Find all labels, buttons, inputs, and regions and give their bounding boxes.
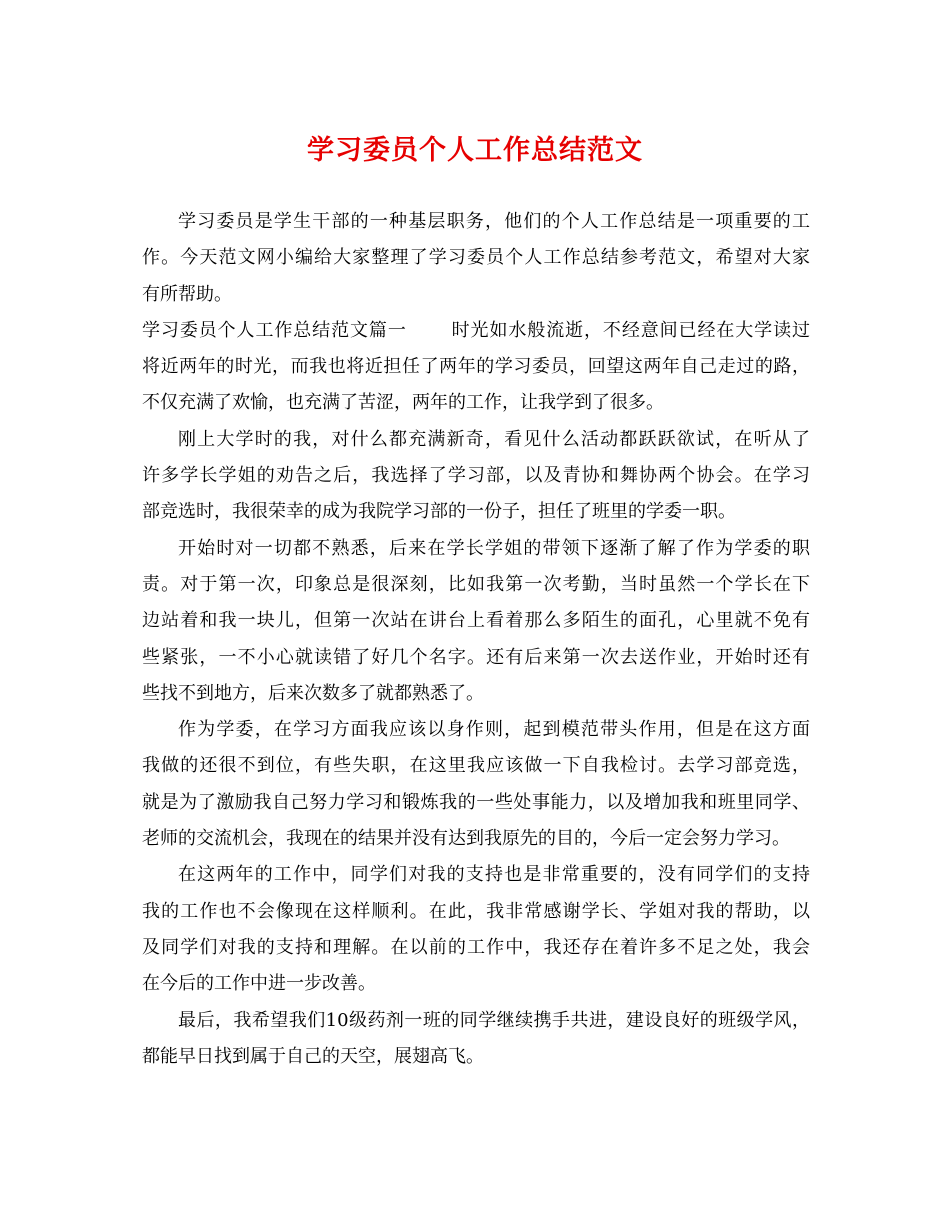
paragraph-line: 将近两年的时光，而我也将近担任了两年的学习委员，回望这两年自己走过的路， <box>142 356 810 378</box>
paragraph-line: 在今后的工作中进一步改善。 <box>142 973 376 995</box>
paragraph-line: 刚上大学时的我，对什么都充满新奇，看见什么活动都跃跃欲试，在听从了 <box>178 428 810 450</box>
paragraph-text: 时光如水般流逝，不经意间已经在大学读过 <box>450 319 810 341</box>
paragraph-line: 都能早日找到属于自己的天空，展翅高飞。 <box>142 1045 484 1067</box>
paragraph-line: 些找不到地方，后来次数多了就都熟悉了。 <box>142 682 484 704</box>
paragraph-line: 最后，我希望我们10级药剂一班的同学继续携手共进，建设良好的班级学风， <box>178 1009 810 1031</box>
paragraph-line: 就是为了激励我自己努力学习和锻炼我的一些处事能力，以及增加我和班里同学、 <box>142 791 810 813</box>
section-heading: 学习委员个人工作总结范文篇一 <box>142 319 407 341</box>
paragraph-line: 些紧张，一不小心就读错了好几个名字。还有后来第一次去送作业，开始时还有 <box>142 646 810 668</box>
paragraph-line: 有所帮助。 <box>142 283 232 305</box>
document-title: 学习委员个人工作总结范文 <box>307 135 643 166</box>
paragraph-line: 部竞选时，我很荣幸的成为我院学习部的一份子，担任了班里的学委一职。 <box>142 501 736 523</box>
paragraph-line: 作。今天范文网小编给大家整理了学习委员个人工作总结参考范文，希望对大家 <box>142 247 810 269</box>
document-body <box>142 204 810 1075</box>
paragraph-line: 老师的交流机会，我现在的结果并没有达到我原先的目的，今后一定会努力学习。 <box>142 828 790 850</box>
paragraph-line: 我的工作也不会像现在这样顺利。在此，我非常感谢学长、学姐对我的帮助，以 <box>142 900 810 922</box>
paragraph-line: 在这两年的工作中，同学们对我的支持也是非常重要的，没有同学们的支持 <box>178 864 810 886</box>
paragraph-line: 我做的还很不到位，有些失职，在这里我应该做一下自我检讨。去学习部竞选， <box>142 755 810 777</box>
paragraph-line: 及同学们对我的支持和理解。在以前的工作中，我还存在着许多不足之处，我会 <box>142 936 810 958</box>
section-heading-line <box>142 313 810 349</box>
paragraph-line: 学习委员是学生干部的一种基层职务，他们的个人工作总结是一项重要的工 <box>178 211 810 232</box>
paragraph-line: 责。对于第一次，印象总是很深刻，比如我第一次考勤，当时虽然一个学长在下 <box>142 573 810 595</box>
paragraph-line: 开始时对一切都不熟悉，后来在学长学姐的带领下逐渐了解了作为学委的职 <box>178 537 810 559</box>
paragraph-line: 不仅充满了欢愉，也充满了苦涩，两年的工作，让我学到了很多。 <box>142 392 664 414</box>
paragraph-line: 边站着和我一块儿，但第一次站在讲台上看着那么多陌生的面孔，心里就不免有 <box>142 610 810 632</box>
paragraph-line: 许多学长学姐的劝告之后，我选择了学习部，以及青协和舞协两个协会。在学习 <box>142 465 810 487</box>
paragraph-line: 作为学委，在学习方面我应该以身作则，起到模范带头作用，但是在这方面 <box>178 719 810 741</box>
